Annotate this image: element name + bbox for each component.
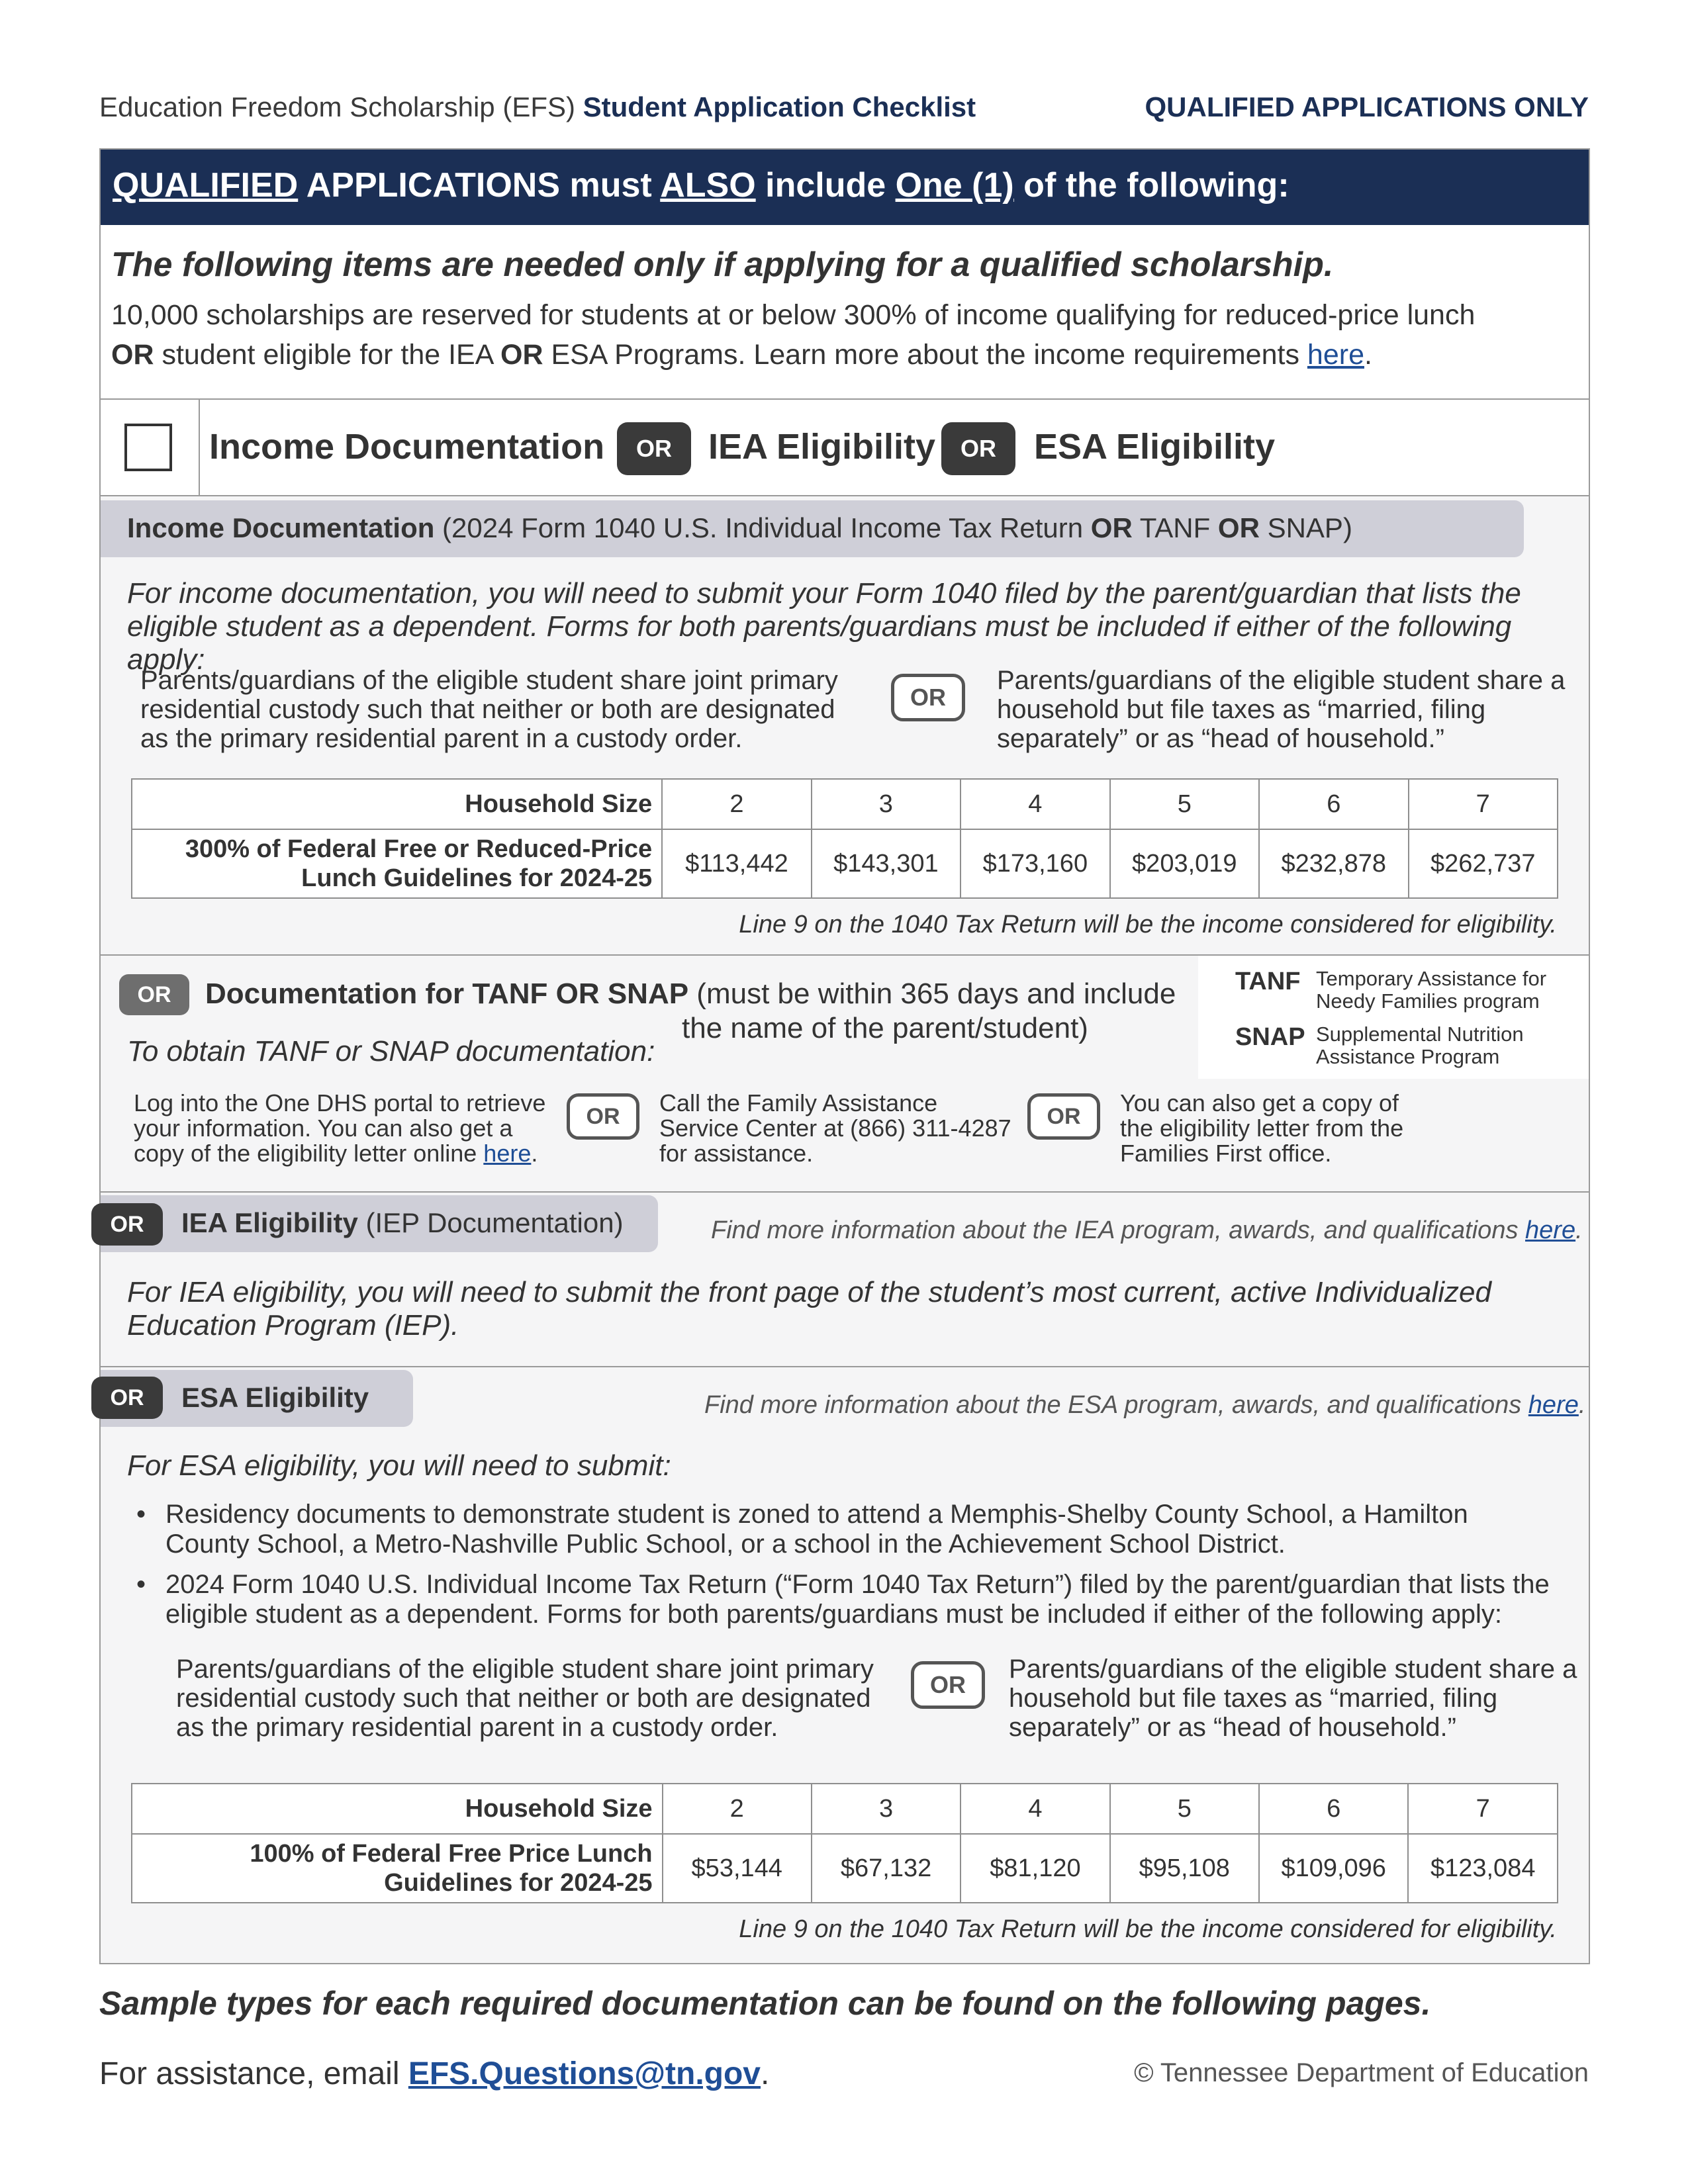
household-size-cell: 3	[812, 779, 961, 829]
tab-text: (2024 Form 1040 U.S. Individual Income Tax Return	[434, 512, 1091, 543]
tab-title: IEA Eligibility	[181, 1207, 358, 1238]
or-badge: OR	[1027, 1093, 1100, 1140]
income-section-tab	[101, 500, 1524, 557]
esa-condition-household: Parents/guardians of the eligible student share a household but file taxes as “married, filing separately” or as “head of household.”	[1009, 1655, 1577, 1742]
program-name: Education Freedom Scholarship (EFS)	[99, 91, 575, 122]
page-header	[99, 91, 1589, 131]
snap-abbr: SNAP	[1235, 1023, 1305, 1051]
table-row-label: Household Size	[132, 779, 662, 829]
section-title-text: Documentation for TANF	[205, 978, 556, 1010]
copyright: © Tennessee Department of Education	[1134, 2058, 1589, 2087]
esa-instructions: For ESA eligibility, you will need to submit:	[127, 1449, 671, 1482]
table-row	[132, 1784, 1558, 1834]
assistance-text: For assistance, email	[99, 2056, 408, 2091]
income-threshold-cell: $113,442	[662, 829, 811, 898]
info-text: Find more information about the ESA program, awards, and qualifications	[704, 1391, 1528, 1419]
intro-body	[111, 295, 1574, 375]
tanf-definition: Temporary Assistance for Needy Families program	[1316, 967, 1547, 1013]
banner-word-qualified: QUALIFIED	[113, 166, 299, 205]
intro-text: student eligible for the IEA	[154, 339, 500, 371]
table-row-label: Household Size	[132, 1784, 663, 1834]
option-iea-eligibility: IEA Eligibility	[708, 427, 936, 467]
household-size-cell: 4	[961, 1784, 1109, 1834]
tanf-snap-title	[205, 977, 1198, 1011]
dhs-letter-link[interactable]: here	[483, 1140, 532, 1167]
income-instructions: For income documentation, you will need to submit your Form 1040 filed by the parent/guardian that lists the eligible student as a dependent. Forms for both parents/guardians must be included if either of the following apply:	[127, 577, 1521, 676]
or-badge: OR	[911, 1661, 985, 1709]
tab-text: (IEP Documentation)	[357, 1207, 624, 1238]
iea-section-tab	[101, 1195, 658, 1252]
or-text: OR	[1090, 512, 1133, 543]
iea-info-link[interactable]: here	[1525, 1216, 1576, 1244]
or-badge: OR	[91, 1377, 163, 1419]
row-label-line: 100% of Federal Free Price Lunch	[250, 1840, 653, 1868]
assistance-line	[99, 2056, 769, 2092]
income-condition-household: Parents/guardians of the eligible student share a household but file taxes as “married, filing separately” or as “head of household.”	[997, 666, 1566, 753]
tanf-obtain-heading: To obtain TANF or SNAP documentation:	[127, 1035, 655, 1068]
or-badge: OR	[617, 422, 691, 475]
income-requirements-link[interactable]: here	[1307, 339, 1364, 371]
table-row-label	[132, 829, 662, 898]
row-label-line: Guidelines for 2024-25	[384, 1869, 653, 1897]
esa-table-note: Line 9 on the 1040 Tax Return will be the income considered for eligibility.	[739, 1915, 1557, 1943]
household-size-cell: 7	[1408, 1784, 1558, 1834]
banner-text: include	[755, 166, 896, 205]
qualified-only-label: QUALIFIED APPLICATIONS ONLY	[1145, 91, 1589, 122]
checklist-title: Student Application Checklist	[583, 91, 976, 122]
program-glossary	[1198, 956, 1589, 1079]
income-threshold-cell: $143,301	[812, 829, 961, 898]
or-badge: OR	[119, 974, 189, 1015]
income-threshold-cell: $53,144	[663, 1834, 812, 1903]
section-banner	[101, 150, 1589, 225]
intro-text: .	[1364, 339, 1372, 371]
household-size-cell: 5	[1110, 779, 1259, 829]
support-email-link[interactable]: EFS.Questions@tn.gov	[408, 2056, 761, 2091]
household-size-cell: 4	[961, 779, 1109, 829]
info-text: .	[1578, 1391, 1586, 1419]
income-threshold-cell: $232,878	[1259, 829, 1408, 898]
intro-title: The following items are needed only if applying for a qualified scholarship.	[111, 246, 1334, 284]
household-size-cell: 6	[1259, 779, 1408, 829]
section-title-text: SNAP	[599, 978, 689, 1010]
table-row	[132, 829, 1558, 898]
esa-condition-custody: Parents/guardians of the eligible student share joint primary residential custody such that neither or both are designated as the primary residential parent in a custody order.	[176, 1655, 874, 1742]
snap-definition: Supplemental Nutrition Assistance Program	[1316, 1023, 1524, 1068]
income-threshold-cell: $203,019	[1110, 829, 1259, 898]
row-label-line: 300% of Federal Free or Reduced-Price	[185, 835, 653, 863]
iea-instructions: For IEA eligibility, you will need to submit the front page of the student’s most current, active Individualized Education Program (IEP).	[127, 1276, 1491, 1342]
banner-word-one: One (1)	[895, 166, 1014, 205]
option-text: .	[531, 1140, 538, 1167]
income-threshold-cell: $95,108	[1110, 1834, 1259, 1903]
esa-guidelines-table	[131, 1783, 1558, 1903]
income-threshold-cell: $109,096	[1259, 1834, 1409, 1903]
income-table-note: Line 9 on the 1040 Tax Return will be the income considered for eligibility.	[739, 911, 1557, 938]
intro-line-2	[111, 335, 1574, 375]
row-label-line: Lunch Guidelines for 2024-25	[301, 864, 653, 892]
list-item: • 2024 Form 1040 U.S. Individual Income Tax Return (“Form 1040 Tax Return”) filed by the parent/guardian that lists the eligible student as a dependent. Forms for both parents/guardians must be included if either of the following apply:	[128, 1570, 1552, 1629]
household-size-cell: 2	[662, 779, 811, 829]
tab-title: Income Documentation	[127, 512, 435, 543]
tab-text: TANF	[1132, 512, 1218, 543]
income-threshold-cell: $67,132	[812, 1834, 961, 1903]
or-text: OR	[111, 339, 154, 371]
income-threshold-cell: $173,160	[961, 829, 1109, 898]
tanf-option-portal	[134, 1091, 557, 1166]
option-text: Log into the One DHS portal to retrieve your information. You can also get a copy of the eligibility letter online	[134, 1089, 546, 1167]
or-text: OR	[500, 339, 543, 371]
intro-line-1: 10,000 scholarships are reserved for students at or below 300% of income qualifying for reduced-price lunch	[111, 299, 1476, 331]
option-income-documentation: Income Documentation	[209, 427, 605, 467]
or-badge: OR	[567, 1093, 639, 1140]
tab-title: ESA Eligibility	[181, 1382, 369, 1413]
income-threshold-cell: $262,737	[1409, 829, 1558, 898]
esa-info-link[interactable]: here	[1528, 1391, 1579, 1419]
document-title	[99, 91, 976, 123]
sample-types-note: Sample types for each required documentation can be found on the following pages.	[99, 1985, 1431, 2022]
income-guidelines-table	[131, 778, 1558, 899]
banner-text: APPLICATIONS must	[298, 166, 661, 205]
tanf-option-phone: Call the Family Assistance Service Center at (866) 311-4287 for assistance.	[659, 1089, 1011, 1167]
checkbox-cell	[101, 400, 200, 495]
iea-info	[711, 1216, 1583, 1245]
table-row	[132, 779, 1558, 829]
info-text: .	[1575, 1216, 1583, 1244]
household-size-cell: 3	[812, 1784, 961, 1834]
banner-word-also: ALSO	[660, 166, 756, 205]
or-badge: OR	[941, 422, 1015, 475]
or-badge: OR	[891, 674, 965, 721]
household-size-cell: 2	[663, 1784, 812, 1834]
household-size-cell: 7	[1409, 779, 1558, 829]
or-text: OR	[1217, 512, 1260, 543]
tanf-snap-title-note: the name of the parent/student)	[682, 1012, 1088, 1044]
list-item: • Residency documents to demonstrate student is zoned to attend a Memphis-Shelby County School, a Hamilton County School, a Metro-Nashville Public School, or a school in the Achievement School District.	[128, 1500, 1552, 1559]
assistance-text: .	[761, 2056, 770, 2091]
eligibility-choice-row	[101, 398, 1589, 496]
option-esa-eligibility: ESA Eligibility	[1034, 427, 1276, 467]
income-threshold-cell: $81,120	[961, 1834, 1109, 1903]
section-title-note: (must be within 365 days and include	[688, 978, 1176, 1010]
eligibility-checkbox[interactable]	[124, 424, 172, 471]
tanf-abbr: TANF	[1235, 968, 1301, 995]
or-badge: OR	[91, 1203, 163, 1246]
household-size-cell: 6	[1259, 1784, 1409, 1834]
household-size-cell: 5	[1110, 1784, 1259, 1834]
tanf-option-office: You can also get a copy of the eligibility letter from the Families First office.	[1120, 1089, 1404, 1167]
esa-info	[704, 1391, 1585, 1420]
intro-block	[111, 245, 1574, 375]
income-threshold-cell: $123,084	[1408, 1834, 1558, 1903]
table-row-label	[132, 1834, 663, 1903]
or-text: OR	[555, 978, 600, 1010]
table-row	[132, 1834, 1558, 1903]
intro-text: ESA Programs. Learn more about the income requirements	[543, 339, 1307, 371]
info-text: Find more information about the IEA program, awards, and qualifications	[711, 1216, 1526, 1244]
esa-requirements-list	[128, 1500, 1552, 1640]
banner-text: of the following:	[1013, 166, 1289, 205]
tab-text: SNAP)	[1259, 512, 1352, 543]
income-condition-custody: Parents/guardians of the eligible student share joint primary residential custody such that neither or both are designated as the primary residential parent in a custody order.	[140, 666, 838, 753]
